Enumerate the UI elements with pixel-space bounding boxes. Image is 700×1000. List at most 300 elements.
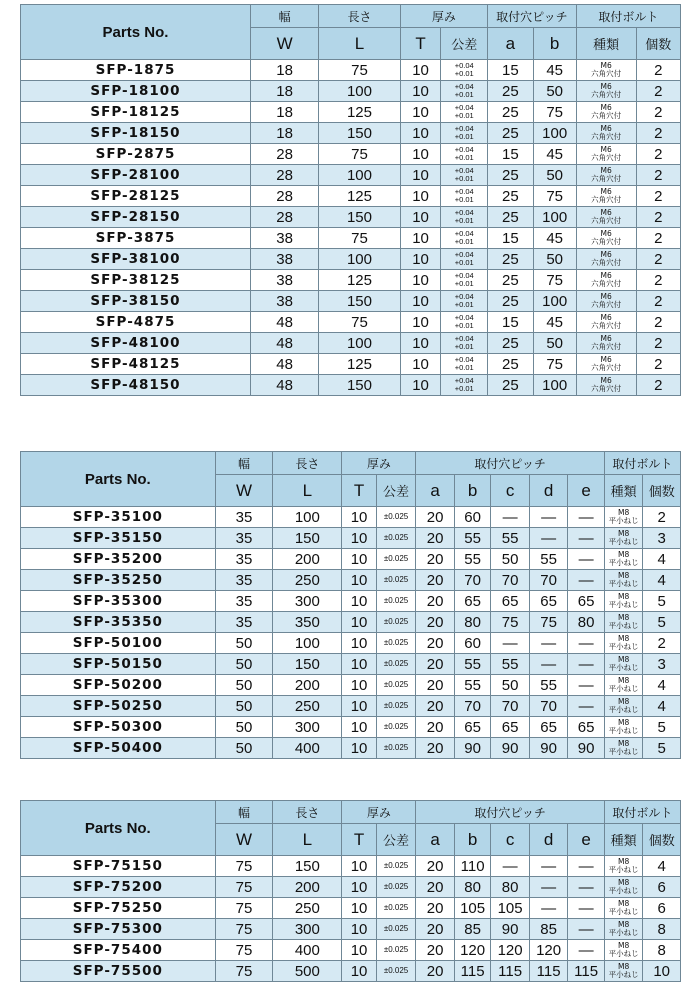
bolt-type-cell [576,375,636,396]
tolerance-cell [376,919,416,940]
tolerance-cell [376,961,416,982]
pitch-e-cell: 65 [568,717,605,738]
width-cell: 48 [250,312,318,333]
tolerance-cell [376,591,416,612]
part-number: SFP-4875 [21,312,251,333]
bolt-size: M8 [618,718,630,727]
tolerance-value: ±0.025 [383,680,409,689]
thickness-cell: 10 [400,354,441,375]
width-cell: 18 [250,60,318,81]
table-row [21,60,681,81]
bolt-kind: 平小ねじ [608,928,639,937]
length-cell: 150 [273,654,342,675]
bolt-header: 取付ボルト [604,452,680,475]
bolt-count-cell: 4 [643,675,681,696]
tolerance-upper: +0.04 [454,313,474,322]
bolt-type-cell [576,165,636,186]
pitch-a-cell: 25 [488,291,534,312]
bolt-type-cell [576,291,636,312]
bolt-count-cell: 3 [643,654,681,675]
pitch-c-cell: — [491,633,530,654]
table-row [21,354,681,375]
bolt-count-cell: 8 [643,940,681,961]
width-header: 幅 [250,5,318,28]
part-number: SFP-35150 [21,528,216,549]
part-number: SFP-50100 [21,633,216,654]
bolt-size: M8 [618,592,630,601]
bolt-kind: 六角穴付 [591,384,622,393]
thickness-cell: 10 [400,312,441,333]
length-cell: 150 [319,375,400,396]
tolerance-lower: +0.01 [454,174,474,183]
thickness-header: 厚み [400,5,487,28]
bolt-type-cell [576,60,636,81]
part-number: SFP-50200 [21,675,216,696]
pitch-a-cell: 25 [488,102,534,123]
width-cell: 35 [215,591,273,612]
b-header: b [533,28,576,60]
bolt-kind: 平小ねじ [608,949,639,958]
pitch-a-cell: 25 [488,207,534,228]
pitch-a-cell: 15 [488,312,534,333]
bolt-count-cell: 10 [643,961,681,982]
pitch-b-cell: 85 [454,919,490,940]
pitch-b-cell: 75 [533,270,576,291]
l-header: L [319,28,400,60]
pitch-e-cell: — [568,654,605,675]
pitch-d-cell: 55 [529,549,568,570]
tolerance-cell [441,354,488,375]
width-cell: 38 [250,270,318,291]
bolt-type-cell [576,81,636,102]
width-cell: 50 [215,633,273,654]
length-cell: 200 [273,877,342,898]
tolerance-cell [376,507,416,528]
pitch-c-cell: — [491,507,530,528]
pitch-a-cell: 25 [488,123,534,144]
bolt-size: M6 [600,208,612,217]
pitch-b-cell: 50 [533,165,576,186]
pitch-a-cell: 15 [488,228,534,249]
pitch-a-cell: 20 [416,738,455,759]
tolerance-cell [376,898,416,919]
width-cell: 35 [215,570,273,591]
pitch-a-cell: 25 [488,186,534,207]
thickness-cell: 10 [400,291,441,312]
bolt-size: M6 [600,82,612,91]
thickness-cell: 10 [400,333,441,354]
length-cell: 100 [319,81,400,102]
thickness-cell: 10 [342,612,376,633]
bolt-size: M6 [600,187,612,196]
pitch-b-cell: 45 [533,312,576,333]
tolerance-cell [376,877,416,898]
thickness-cell: 10 [400,165,441,186]
pitch-b-cell: 55 [454,528,490,549]
length-cell: 350 [273,612,342,633]
table-row [21,549,681,570]
tolerance-upper: +0.04 [454,61,474,70]
tolerance-value: ±0.025 [383,966,409,975]
pitch-b-cell: 120 [454,940,490,961]
thickness-cell: 10 [400,228,441,249]
pitch-a-cell: 15 [488,60,534,81]
tolerance-cell [376,717,416,738]
length-cell: 100 [273,633,342,654]
bolt-count-cell: 2 [636,312,680,333]
tolerance-upper: +0.04 [454,187,474,196]
bolt-kind: 六角穴付 [591,237,622,246]
table-row [21,898,681,919]
tolerance-lower: +0.01 [454,384,474,393]
pitch-b-cell: 75 [533,354,576,375]
bolt-type-cell [604,919,643,940]
c-header: c [491,475,530,507]
bolt-size: M8 [618,550,630,559]
length-cell: 125 [319,270,400,291]
bolt-type-cell [604,877,643,898]
bolt-type-cell [576,123,636,144]
pitch-b-cell: 50 [533,81,576,102]
bolt-count-cell: 6 [643,898,681,919]
pitch-c-cell: 50 [491,675,530,696]
pitch-d-cell: 120 [529,940,568,961]
bolt-size: M6 [600,355,612,364]
bolt-kind: 平小ねじ [608,970,639,979]
tolerance-value: ±0.025 [383,945,409,954]
part-number: SFP-1875 [21,60,251,81]
pitch-b-cell: 50 [533,333,576,354]
part-number: SFP-50150 [21,654,216,675]
pitch-a-cell: 20 [416,654,455,675]
tolerance-cell [376,738,416,759]
pitch-b-cell: 55 [454,675,490,696]
tolerance-value: ±0.025 [383,554,409,563]
table-row [21,675,681,696]
pitch-a-cell: 20 [416,612,455,633]
pitch-header: 取付穴ピッチ [416,452,605,475]
pitch-c-cell: 70 [491,570,530,591]
pitch-a-cell: 25 [488,165,534,186]
bolt-count-cell: 4 [643,856,681,877]
thickness-cell: 10 [400,186,441,207]
length-cell: 150 [319,123,400,144]
part-number: SFP-38100 [21,249,251,270]
pitch-a-cell: 20 [416,717,455,738]
length-cell: 125 [319,186,400,207]
table-row [21,507,681,528]
pitch-header: 取付穴ピッチ [416,801,605,824]
pitch-header: 取付穴ピッチ [488,5,577,28]
bolt-count-cell: 2 [636,123,680,144]
d-header: d [529,475,568,507]
bolt-size: M8 [618,878,630,887]
tolerance-cell [441,102,488,123]
length-cell: 150 [319,207,400,228]
thickness-cell: 10 [400,207,441,228]
width-cell: 75 [215,940,273,961]
pitch-a-cell: 20 [416,696,455,717]
bolt-size: M6 [600,271,612,280]
tolerance-cell [376,654,416,675]
tolerance-lower: +0.01 [454,111,474,120]
width-cell: 48 [250,333,318,354]
bolt-type-cell [604,549,643,570]
bolt-type-cell [604,654,643,675]
tolerance-lower: +0.01 [454,216,474,225]
bolt-type-cell [604,898,643,919]
pitch-a-cell: 25 [488,270,534,291]
pitch-b-cell: 105 [454,898,490,919]
width-cell: 35 [215,549,273,570]
bolt-count-cell: 2 [636,102,680,123]
pitch-c-cell: 65 [491,591,530,612]
thickness-cell: 10 [342,961,376,982]
part-number: SFP-50400 [21,738,216,759]
width-header: 幅 [215,801,273,824]
pitch-b-cell: 115 [454,961,490,982]
pitch-b-cell: 80 [454,612,490,633]
width-cell: 18 [250,102,318,123]
bolt-kind: 六角穴付 [591,174,622,183]
tolerance-lower: +0.01 [454,258,474,267]
tolerance-cell [441,312,488,333]
bolt-size: M6 [600,166,612,175]
tolerance-upper: +0.04 [454,145,474,154]
pitch-a-cell: 20 [416,507,455,528]
tolerance-upper: +0.04 [454,250,474,259]
t-header: T [400,28,441,60]
length-header: 長さ [319,5,400,28]
table-row [21,591,681,612]
part-number: SFP-75150 [21,856,216,877]
table-row [21,654,681,675]
thickness-cell: 10 [342,654,376,675]
pitch-c-cell: 90 [491,919,530,940]
tolerance-cell [376,696,416,717]
bolt-kind: 平小ねじ [608,705,639,714]
tolerance-upper: +0.04 [454,208,474,217]
bolt-size: M8 [618,899,630,908]
type-header: 種類 [604,475,643,507]
thickness-cell: 10 [342,507,376,528]
bolt-size: M8 [618,676,630,685]
table-row [21,570,681,591]
bolt-type-cell [604,591,643,612]
length-header: 長さ [273,801,342,824]
l-header: L [273,824,342,856]
pitch-b-cell: 75 [533,102,576,123]
pitch-c-cell: 55 [491,528,530,549]
l-header: L [273,475,342,507]
pitch-d-cell: 115 [529,961,568,982]
pitch-b-cell: 60 [454,507,490,528]
width-cell: 75 [215,898,273,919]
tolerance-cell [441,333,488,354]
pitch-d-cell: 65 [529,717,568,738]
bolt-kind: 六角穴付 [591,111,622,120]
bolt-size: M6 [600,124,612,133]
thickness-header: 厚み [342,801,416,824]
length-cell: 500 [273,961,342,982]
pitch-b-cell: 75 [533,186,576,207]
pitch-b-cell: 60 [454,633,490,654]
width-cell: 48 [250,354,318,375]
pitch-a-cell: 20 [416,877,455,898]
pitch-c-cell: 75 [491,612,530,633]
part-number: SFP-75200 [21,877,216,898]
tolerance-cell [441,228,488,249]
tolerance-value: ±0.025 [383,924,409,933]
thickness-cell: 10 [342,717,376,738]
width-cell: 50 [215,696,273,717]
part-number: SFP-28150 [21,207,251,228]
length-cell: 400 [273,940,342,961]
part-number: SFP-48125 [21,354,251,375]
thickness-header: 厚み [342,452,416,475]
table-row [21,81,681,102]
bolt-count-cell: 4 [643,549,681,570]
pitch-d-cell: 65 [529,591,568,612]
tolerance-upper: +0.04 [454,166,474,175]
table-body [21,507,681,759]
thickness-cell: 10 [400,60,441,81]
part-number: SFP-18100 [21,81,251,102]
width-cell: 28 [250,144,318,165]
pitch-c-cell: 90 [491,738,530,759]
length-cell: 125 [319,354,400,375]
t-header: T [342,824,376,856]
bolt-count-cell: 2 [636,333,680,354]
pitch-a-cell: 20 [416,856,455,877]
thickness-cell: 10 [400,144,441,165]
bolt-count-cell: 5 [643,612,681,633]
pitch-c-cell: 105 [491,898,530,919]
type-header: 種類 [576,28,636,60]
pitch-b-cell: 70 [454,696,490,717]
table-row [21,144,681,165]
pitch-b-cell: 110 [454,856,490,877]
bolt-size: M6 [600,313,612,322]
bolt-kind: 六角穴付 [591,258,622,267]
length-header: 長さ [273,452,342,475]
parts-no-header: Parts No. [21,452,216,507]
length-cell: 150 [319,291,400,312]
pitch-a-cell: 25 [488,375,534,396]
pitch-d-cell: — [529,877,568,898]
bolt-kind: 平小ねじ [608,684,639,693]
tolerance-value: ±0.025 [383,575,409,584]
bolt-size: M6 [600,292,612,301]
part-number: SFP-35100 [21,507,216,528]
thickness-cell: 10 [342,591,376,612]
tolerance-cell [441,81,488,102]
w-header: W [250,28,318,60]
pitch-e-cell: — [568,549,605,570]
table-body [21,60,681,396]
part-number: SFP-35200 [21,549,216,570]
bolt-size: M6 [600,250,612,259]
e-header: e [568,475,605,507]
part-number: SFP-48150 [21,375,251,396]
bolt-size: M8 [618,571,630,580]
bolt-kind: 六角穴付 [591,132,622,141]
pitch-b-cell: 100 [533,291,576,312]
tolerance-value: ±0.025 [383,659,409,668]
bolt-kind: 六角穴付 [591,279,622,288]
tolerance-cell [376,675,416,696]
part-number: SFP-48100 [21,333,251,354]
bolt-type-cell [604,675,643,696]
length-cell: 100 [319,249,400,270]
tolerance-value: ±0.025 [383,533,409,542]
table-row [21,312,681,333]
b-header: b [454,475,490,507]
width-cell: 28 [250,165,318,186]
bolt-size: M8 [618,634,630,643]
bolt-header: 取付ボルト [604,801,680,824]
bolt-kind: 六角穴付 [591,153,622,162]
tolerance-lower: +0.01 [454,279,474,288]
bolt-size: M8 [618,613,630,622]
tolerance-lower: +0.01 [454,69,474,78]
thickness-cell: 10 [342,856,376,877]
pitch-d-cell: — [529,528,568,549]
bolt-kind: 平小ねじ [608,579,639,588]
pitch-e-cell: — [568,856,605,877]
bolt-count-cell: 2 [636,165,680,186]
thickness-cell: 10 [342,898,376,919]
pitch-e-cell: 90 [568,738,605,759]
bolt-count-cell: 2 [636,270,680,291]
bolt-kind: 平小ねじ [608,600,639,609]
bolt-size: M8 [618,941,630,950]
width-cell: 50 [215,654,273,675]
table-row [21,612,681,633]
bolt-size: M6 [600,229,612,238]
thickness-cell: 10 [400,102,441,123]
pitch-d-cell: 70 [529,570,568,591]
c-header: c [491,824,530,856]
thickness-cell: 10 [342,570,376,591]
bolt-kind: 平小ねじ [608,621,639,630]
tolerance-cell [441,375,488,396]
bolt-size: M8 [618,920,630,929]
pitch-a-cell: 20 [416,675,455,696]
pitch-e-cell: — [568,675,605,696]
bolt-count-cell: 5 [643,717,681,738]
tolerance-value: ±0.025 [383,722,409,731]
bolt-type-cell [604,612,643,633]
pitch-a-cell: 25 [488,81,534,102]
bolt-type-cell [576,333,636,354]
bolt-type-cell [576,102,636,123]
bolt-size: M8 [618,739,630,748]
width-cell: 75 [215,856,273,877]
pitch-d-cell: 75 [529,612,568,633]
bolt-count-cell: 2 [636,207,680,228]
width-cell: 50 [215,717,273,738]
bolt-count-cell: 5 [643,591,681,612]
bolt-kind: 六角穴付 [591,363,622,372]
width-cell: 75 [215,961,273,982]
table-row [21,375,681,396]
bolt-kind: 平小ねじ [608,558,639,567]
pitch-d-cell: 90 [529,738,568,759]
table-row [21,717,681,738]
spec-table-sfp-18-48 [20,4,681,396]
tolerance-lower: +0.01 [454,132,474,141]
